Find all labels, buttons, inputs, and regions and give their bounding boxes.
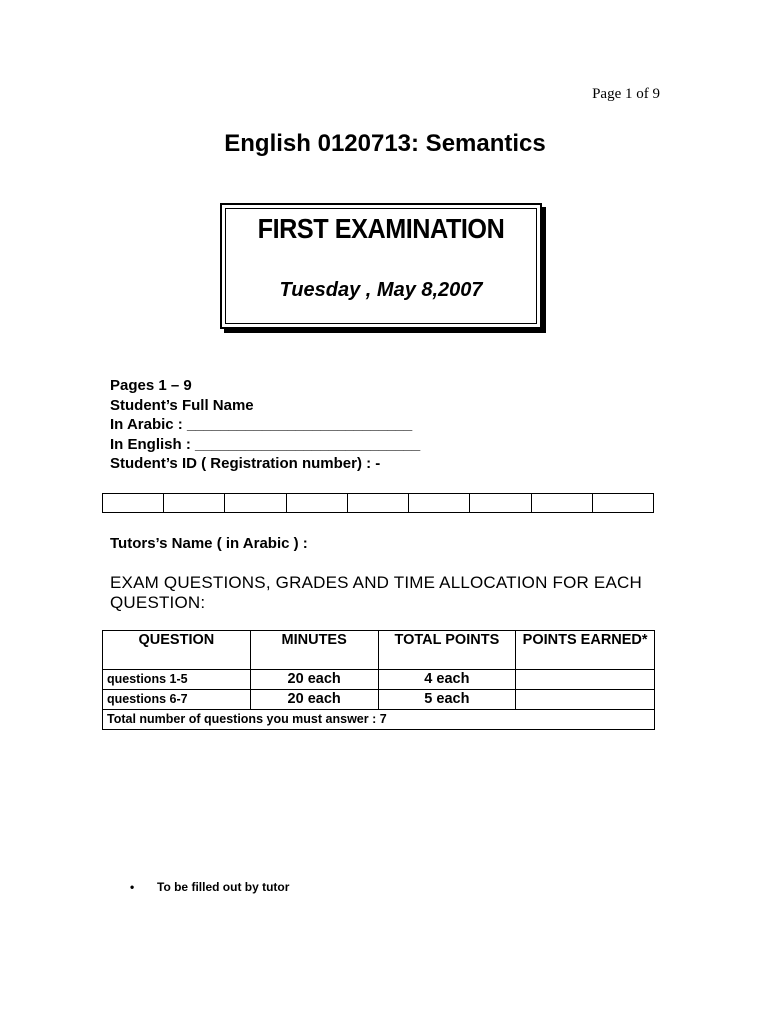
row-earned[interactable] bbox=[516, 690, 655, 710]
table-row bbox=[103, 670, 655, 690]
full-name-label: Student’s Full Name bbox=[110, 396, 254, 414]
english-name-field[interactable]: In English : ___________________________ bbox=[110, 435, 421, 453]
tutor-name-label: Tutors’s Name ( in Arabic ) : bbox=[110, 535, 308, 552]
tutor-note-text: To be filled out by tutor bbox=[157, 880, 290, 894]
table-header-row bbox=[103, 631, 655, 670]
bullet-icon: • bbox=[130, 880, 135, 894]
row-earned[interactable] bbox=[516, 670, 655, 690]
grades-table bbox=[102, 630, 655, 730]
header-total-points: TOTAL POINTS bbox=[378, 631, 516, 670]
id-digit-box[interactable] bbox=[593, 494, 653, 512]
row-points: 4 each bbox=[378, 670, 516, 690]
allocation-heading: EXAM QUESTIONS, GRADES AND TIME ALLOCATION FOR EACH QUESTION: bbox=[110, 573, 642, 612]
id-digit-box[interactable] bbox=[409, 494, 470, 512]
student-id-boxes[interactable] bbox=[102, 493, 654, 513]
row-points: 5 each bbox=[378, 690, 516, 710]
id-digit-box[interactable] bbox=[348, 494, 409, 512]
id-digit-box[interactable] bbox=[287, 494, 348, 512]
student-info bbox=[110, 376, 610, 474]
header-points-earned: POINTS EARNED* bbox=[516, 631, 655, 670]
page-number: Page 1 of 9 bbox=[592, 86, 660, 102]
row-minutes: 20 each bbox=[250, 670, 378, 690]
arabic-name-field[interactable]: In Arabic : ___________________________ bbox=[110, 416, 413, 434]
row-question: questions 6-7 bbox=[103, 690, 251, 710]
exam-title: FIRST EXAMINATION bbox=[257, 213, 505, 244]
header-minutes: MINUTES bbox=[250, 631, 378, 670]
row-question: questions 1-5 bbox=[103, 670, 251, 690]
row-minutes: 20 each bbox=[250, 690, 378, 710]
id-digit-box[interactable] bbox=[103, 494, 164, 512]
table-row bbox=[103, 690, 655, 710]
header-question: QUESTION bbox=[103, 631, 251, 670]
total-questions: Total number of questions you must answer : 7 bbox=[103, 710, 655, 730]
tutor-note bbox=[130, 880, 289, 894]
exam-date: Tuesday , May 8,2007 bbox=[279, 279, 483, 301]
student-id-label: Student’s ID ( Registration number) : - bbox=[110, 455, 381, 473]
id-digit-box[interactable] bbox=[164, 494, 225, 512]
table-footer-row bbox=[103, 710, 655, 730]
id-digit-box[interactable] bbox=[532, 494, 593, 512]
id-digit-box[interactable] bbox=[470, 494, 531, 512]
course-title: English 0120713: Semantics bbox=[224, 130, 546, 157]
exam-title-box bbox=[220, 203, 542, 329]
pages-range: Pages 1 – 9 bbox=[110, 377, 192, 394]
id-digit-box[interactable] bbox=[225, 494, 286, 512]
